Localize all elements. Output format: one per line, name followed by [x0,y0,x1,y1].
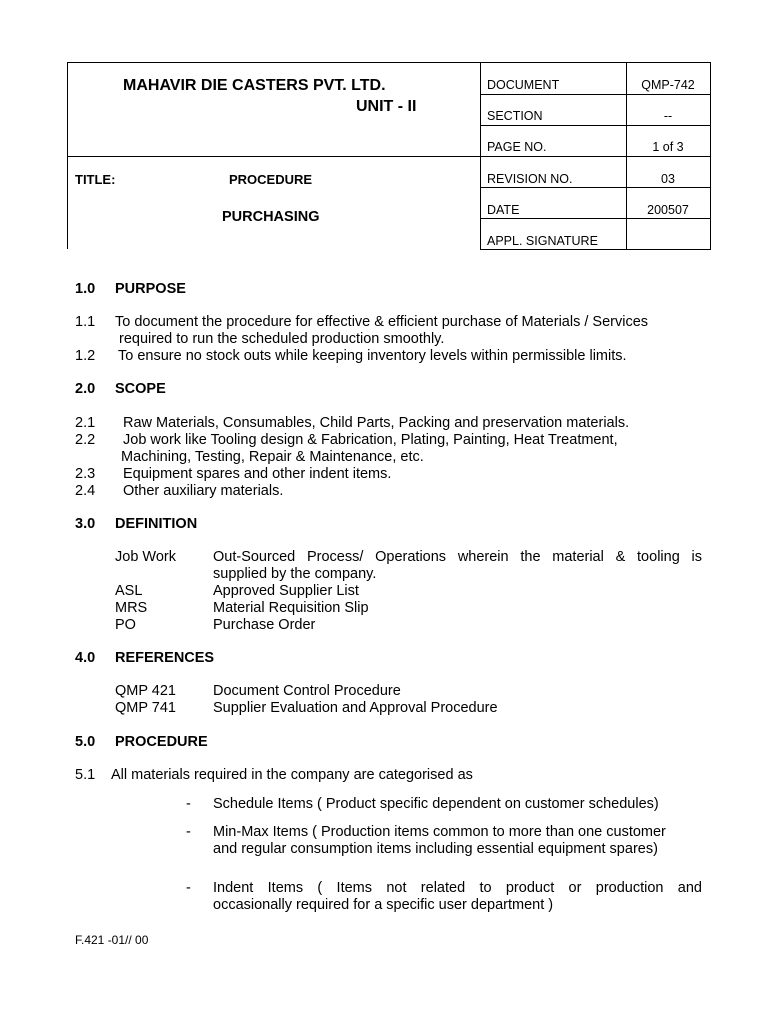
definition-term: Job Work [115,549,176,565]
field-label-section: SECTION [487,109,543,123]
field-value-page: 1 of 3 [652,140,684,154]
item-number: 1.1 [75,314,96,330]
reference-code: QMP 421 [115,683,176,699]
item-number: 5.1 [75,767,96,783]
procedure-label: PROCEDURE [229,172,313,187]
bullet-dash: - [186,796,191,812]
bullet-text: Min-Max Items ( Production items common to more than one customer [213,824,666,840]
field-value-document: QMP-742 [641,78,695,92]
item-text-continued: required to run the scheduled production smoothly. [119,331,445,347]
bullet-text-continued: and regular consumption items including essential equipment spares) [213,841,658,857]
section-title: SCOPE [115,381,166,397]
definition-text: Material Requisition Slip [213,600,369,616]
definition-text: Purchase Order [213,617,316,633]
definition-text: Approved Supplier List [213,583,359,599]
item-number: 2.3 [75,466,96,482]
section-title: PROCEDURE [115,734,208,750]
bullet-text: Schedule Items ( Product specific dependent on customer schedules) [213,796,659,812]
item-text: Other auxiliary materials. [123,483,284,499]
item-number: 2.2 [75,432,96,448]
table-row-line [480,94,711,95]
item-text: Equipment spares and other indent items. [123,466,392,482]
field-label-date: DATE [487,203,520,217]
section-number: 1.0 [75,281,96,297]
definition-text-continued: supplied by the company. [213,566,377,582]
item-text: All materials required in the company are categorised as [111,767,473,783]
field-label-signature: APPL. SIGNATURE [487,234,598,248]
header-mid-border [67,156,481,157]
form-number-footer: F.421 -01// 00 [75,933,149,947]
header-top-border [67,62,711,63]
title-label: TITLE: [75,172,116,187]
item-text: Raw Materials, Consumables, Child Parts, Packing and preservation materials. [123,415,630,431]
table-row-line [480,156,711,157]
procedure-name: PURCHASING [222,209,320,225]
field-label-page: PAGE NO. [487,140,547,154]
table-row-line [480,125,711,126]
bullet-dash: - [186,824,191,840]
field-label-document: DOCUMENT [487,78,560,92]
section-title: REFERENCES [115,650,215,666]
company-name: MAHAVIR DIE CASTERS PVT. LTD. [123,77,386,94]
definition-term: MRS [115,600,148,616]
section-number: 4.0 [75,650,96,666]
item-text: To document the procedure for effective & efficient purchase of Materials / Services [115,314,649,330]
section-title: DEFINITION [115,516,198,532]
item-text: To ensure no stock outs while keeping inventory levels within permissible limits. [118,348,627,364]
section-number: 2.0 [75,381,96,397]
reference-name: Document Control Procedure [213,683,401,699]
table-row-line [480,218,711,219]
item-text-continued: Machining, Testing, Repair & Maintenance, etc. [121,449,424,465]
reference-code: QMP 741 [115,700,176,716]
section-number: 3.0 [75,516,96,532]
section-title: PURPOSE [115,281,186,297]
field-value-revision: 03 [661,172,675,186]
item-number: 1.2 [75,348,96,364]
bullet-dash: - [186,880,191,896]
table-bottom-border [480,249,711,250]
item-number: 2.4 [75,483,96,499]
unit-name: UNIT - II [356,98,417,115]
field-value-date: 200507 [647,203,689,217]
definition-term: PO [115,617,136,633]
item-number: 2.1 [75,415,96,431]
section-number: 5.0 [75,734,96,750]
reference-name: Supplier Evaluation and Approval Procedure [213,700,498,716]
definition-text: Out-Sourced Process/ Operations wherein the material & tooling is [213,549,702,565]
table-row-line [480,187,711,188]
bullet-text: Indent Items ( Items not related to product or production and [213,880,702,896]
definition-term: ASL [115,583,143,599]
item-text: Job work like Tooling design & Fabrication, Plating, Painting, Heat Treatment, [123,432,618,448]
bullet-text-continued: occasionally required for a specific user department ) [213,897,554,913]
field-label-revision: REVISION NO. [487,172,573,186]
field-value-section: -- [663,109,673,123]
